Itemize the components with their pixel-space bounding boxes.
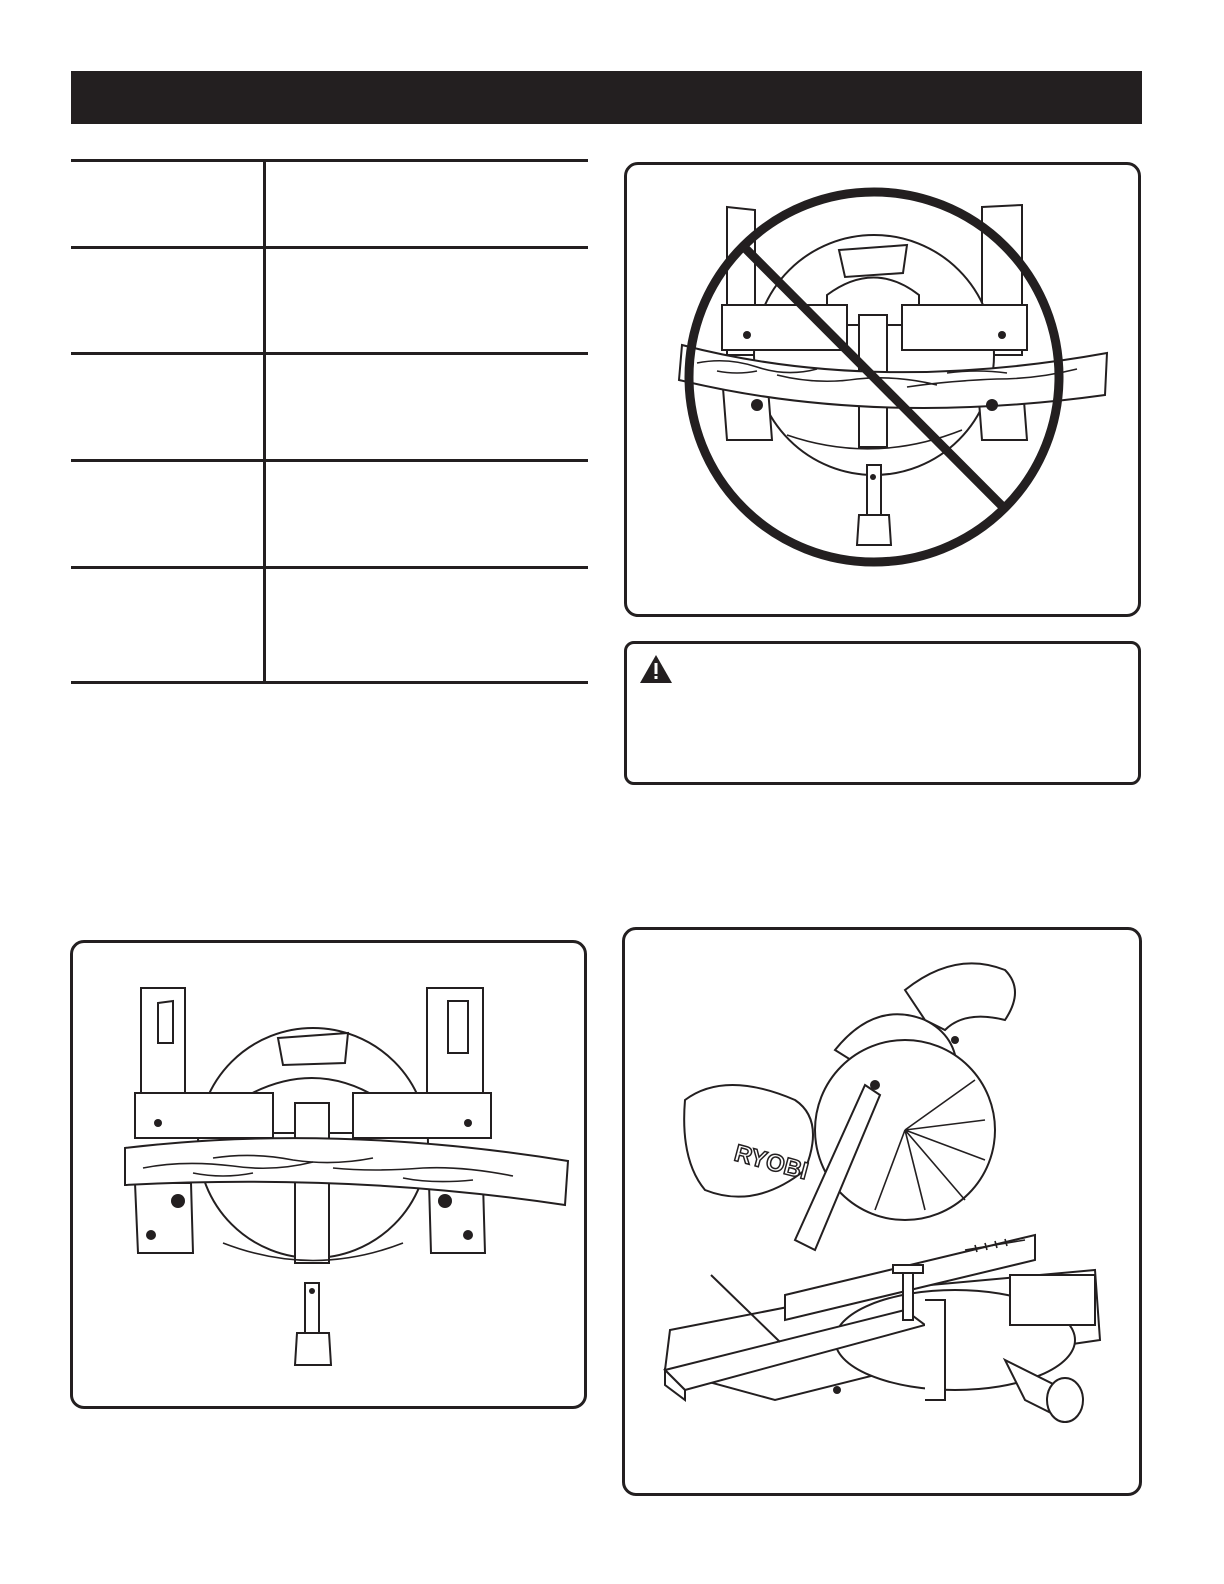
warning-box bbox=[624, 641, 1141, 785]
table-row bbox=[71, 355, 588, 459]
section-header-bar bbox=[71, 71, 1142, 124]
table-row bbox=[71, 462, 588, 566]
table-row bbox=[71, 569, 588, 681]
definitions-table bbox=[71, 159, 588, 684]
table-row bbox=[71, 249, 588, 352]
miter-saw-top-view-illustration bbox=[627, 165, 1138, 614]
ryobi-logo: RYOBI bbox=[731, 1139, 812, 1186]
clamped-workpiece-miter-saw-figure bbox=[622, 927, 1142, 1496]
prohibited-bowed-board-figure bbox=[624, 162, 1141, 617]
miter-saw-top-view-illustration bbox=[73, 943, 584, 1406]
table-row bbox=[71, 162, 588, 246]
miter-saw-perspective-illustration bbox=[625, 930, 1139, 1493]
table-rule bbox=[71, 681, 588, 684]
correct-bowed-board-figure bbox=[70, 940, 587, 1409]
warning-triangle-icon bbox=[639, 654, 673, 684]
